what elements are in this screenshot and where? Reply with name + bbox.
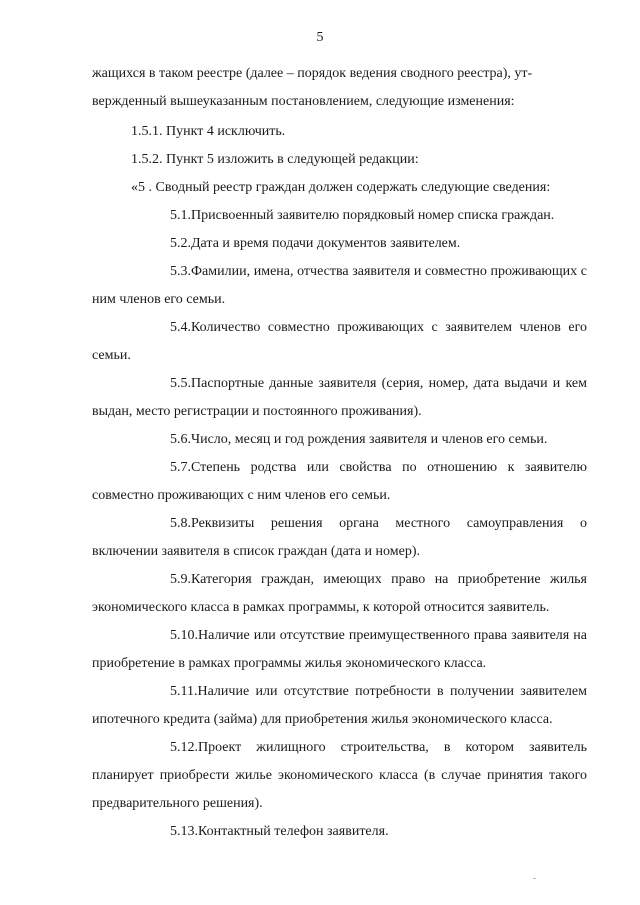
- subitem-5-9: [92, 566, 587, 622]
- subitem-5-6: [92, 426, 587, 454]
- subitem-5-12: [92, 734, 587, 818]
- subitem-5-13: [92, 818, 587, 846]
- subitem-text: Фамилии, имена, отчества заявителя и совместно проживающих с ним членов его семьи.: [92, 264, 587, 307]
- subitem-number: 5.2.: [170, 236, 191, 251]
- subitem-5-5: [92, 370, 587, 426]
- subitem-5-1: [92, 202, 587, 230]
- page-number: 5: [316, 30, 324, 45]
- subitem-5-8: [92, 510, 587, 566]
- subitem-number: 5.8.: [170, 516, 191, 531]
- subitem-text: Присвоенный заявителю порядковый номер списка граждан.: [191, 208, 555, 223]
- subitem-number: 5.7.: [170, 460, 191, 475]
- subitem-text: Паспортные данные заявителя (серия, номер, дата выдачи и кем выдан, место регистрации и постоянного проживания).: [92, 376, 587, 419]
- subitem-text: Реквизиты решения органа местного самоуправления о включении заявителя в список граждан (дата и номер).: [92, 516, 587, 559]
- subitem-number: 5.11.: [170, 684, 198, 699]
- subitem-text: Степень родства или свойства по отношению к заявителю совместно проживающих с ним членов его семьи.: [92, 460, 587, 503]
- subitem-number: 5.1.: [170, 208, 191, 223]
- document-body: [92, 60, 587, 846]
- subitem-5-3: [92, 258, 587, 314]
- paragraph-1-5-2: 1.5.2. Пункт 5 изложить в следующей редакции:: [131, 152, 419, 167]
- subitem-text: Проект жилищного строительства, в котором заявитель планирует приобрести жилье экономического класса (в случае принятия такого предварительного решения).: [92, 740, 587, 811]
- paragraph-1-5-1: 1.5.1. Пункт 4 исключить.: [131, 124, 286, 139]
- subitem-text: Наличие или отсутствие потребности в получении заявителем ипотечного кредита (займа) для приобретения жилья экономического класса.: [92, 684, 587, 727]
- subitem-text: Число, месяц и год рождения заявителя и членов его семьи.: [191, 432, 548, 447]
- subitem-5-10: [92, 622, 587, 678]
- subitem-text: Дата и время подачи документов заявителем.: [191, 236, 461, 251]
- subitem-text: Категория граждан, имеющих право на приобретение жилья экономического класса в рамках программы, к которой относится заявитель.: [92, 572, 587, 615]
- subitem-5-4: [92, 314, 587, 370]
- subitem-text: Контактный телефон заявителя.: [198, 824, 389, 839]
- subitem-5-7: [92, 454, 587, 510]
- subitem-number: 5.10.: [170, 628, 198, 643]
- subitem-5-11: [92, 678, 587, 734]
- subitem-number: 5.12.: [170, 740, 198, 755]
- subitem-text: Наличие или отсутствие преимущественного права заявителя на приобретение в рамках программы жилья экономического класса.: [92, 628, 587, 671]
- subitem-number: 5.9.: [170, 572, 191, 587]
- subitem-text: Количество совместно проживающих с заявителем членов его семьи.: [92, 320, 587, 363]
- subitem-5-2: [92, 230, 587, 258]
- subitem-number: 5.5.: [170, 376, 191, 391]
- subitem-number: 5.4.: [170, 320, 191, 335]
- subitem-number: 5.3.: [170, 264, 191, 279]
- subitem-number: 5.13.: [170, 824, 198, 839]
- scan-speck: [533, 878, 536, 879]
- intro-line-2: вержденный вышеуказанным постановлением, следующие изменения:: [92, 94, 515, 109]
- paragraph-5-heading: «5 . Сводный реестр граждан должен содержать следующие сведения:: [131, 180, 551, 195]
- subitem-number: 5.6.: [170, 432, 191, 447]
- intro-line-1: жащихся в таком реестре (далее – порядок ведения сводного реестра), ут-: [92, 66, 533, 81]
